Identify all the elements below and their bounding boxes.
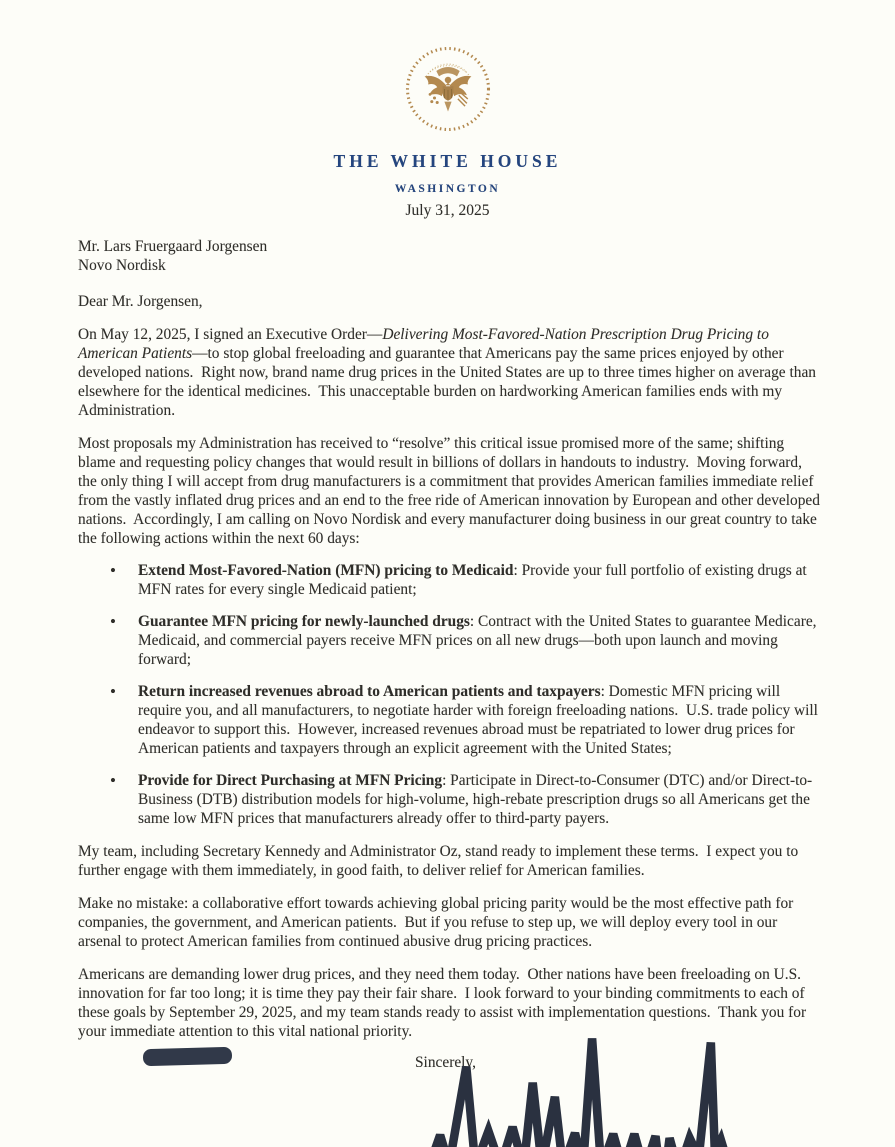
bullet-text: : Contract with the United States to guarantee Medicare, Medicaid, and commercial payers receive MFN prices on all new drugs—both upon launch and moving forward; xyxy=(138,613,821,668)
org-title: THE WHITE HOUSE xyxy=(333,151,562,171)
list-item xyxy=(110,771,823,828)
letterhead xyxy=(0,0,895,220)
paragraph-5: Americans are demanding lower drug prices, and they need them today. Other nations have been freeloading on U.S. innovation for far too long; it is time they pay their fair share. I look forward to your binding commitments to each of these goals by September 29, 2025, and my team stands ready to assist with implementation questions. Thank you for your immediate attention to this vital national priority. xyxy=(78,966,810,1040)
recipient-company: Novo Nordisk xyxy=(78,257,166,274)
bullet-lead: Provide for Direct Purchasing at MFN Pricing xyxy=(138,772,443,789)
letter-body xyxy=(0,237,895,1147)
redaction-bar xyxy=(143,1047,232,1066)
list-item xyxy=(110,612,823,669)
paragraph-1 xyxy=(78,325,823,420)
paragraph-4: Make no mistake: a collaborative effort towards achieving global pricing parity would be the most effective path for companies, the government, and American patients. But if you refuse to step up, we will deploy every tool in our arsenal to protect American families from continued abusive drug pricing practices. xyxy=(78,895,798,950)
recipient-name: Mr. Lars Fruergaard Jorgensen xyxy=(78,238,268,255)
bullet-text: : Provide your full portfolio of existing drugs at MFN rates for every single Medicaid patient; xyxy=(138,562,811,598)
bullet-lead: Guarantee MFN pricing for newly-launched drugs xyxy=(138,613,470,630)
bullet-lead: Return increased revenues abroad to American patients and taxpayers xyxy=(138,683,601,700)
bullet-lead: Extend Most-Favored-Nation (MFN) pricing to Medicaid xyxy=(138,562,514,579)
bullet-text: : Participate in Direct-to-Consumer (DTC) and/or Direct-to-Business (DTB) distribution models for high-volume, high-rebate prescription drugs so all Americans get the same low MFN prices that manufacturers already offer to third-party payers. xyxy=(138,772,814,827)
list-item xyxy=(110,561,823,599)
letter-date: July 31, 2025 xyxy=(405,202,490,219)
demand-list xyxy=(110,561,823,828)
org-location: WASHINGTON xyxy=(394,183,501,195)
paragraph-1-text: On May 12, 2025, I signed an Executive Order— xyxy=(78,326,383,343)
closing-block xyxy=(78,1041,823,1147)
executive-order-title: Delivering Most-Favored-Nation Prescription Drug Pricing to American Patients xyxy=(78,326,773,362)
paragraph-3: My team, including Secretary Kennedy and Administrator Oz, stand ready to implement these terms. I expect you to further engage with them immediately, in good faith, to deliver relief for American families. xyxy=(78,843,803,879)
paragraph-2: Most proposals my Administration has received to “resolve” this critical issue promised more of the same; shifting blame and requesting policy changes that would result in billions of dollars in handouts to industry. Moving forward, the only thing I will accept from drug manufacturers is a commitment that provides American families immediate relief from the vastly inflated drug prices and an end to the free ride of American innovation by European and other developed nations. Accordingly, I am calling on Novo Nordisk and every manufacturer doing business in our great country to take the following actions within the next 60 days: xyxy=(78,435,824,547)
paragraph-1-text-cont: —to stop global freeloading and guarantee that Americans pay the same prices enjoyed by other developed nations. Right now, brand name drug prices in the United States are up to three times higher on average than elsewhere for the identical medicines. This unacceptable burden on hardworking American families ends with my Administration. xyxy=(78,345,820,419)
valediction: Sincerely, xyxy=(415,1054,476,1071)
bullet-text: : Domestic MFN pricing will require you, and all manufacturers, to negotiate harder with foreign freeloading nations. U.S. trade policy will endeavor to support this. However, increased revenues abroad must be repatriated to lower drug prices for American patients and taxpayers through an explicit agreement with the United States; xyxy=(138,683,822,757)
list-item xyxy=(110,682,823,758)
presidential-seal-icon xyxy=(0,0,895,134)
recipient-block xyxy=(78,237,823,275)
handwritten-signature-icon xyxy=(420,1036,734,1147)
salutation: Dear Mr. Jorgensen, xyxy=(78,293,203,310)
